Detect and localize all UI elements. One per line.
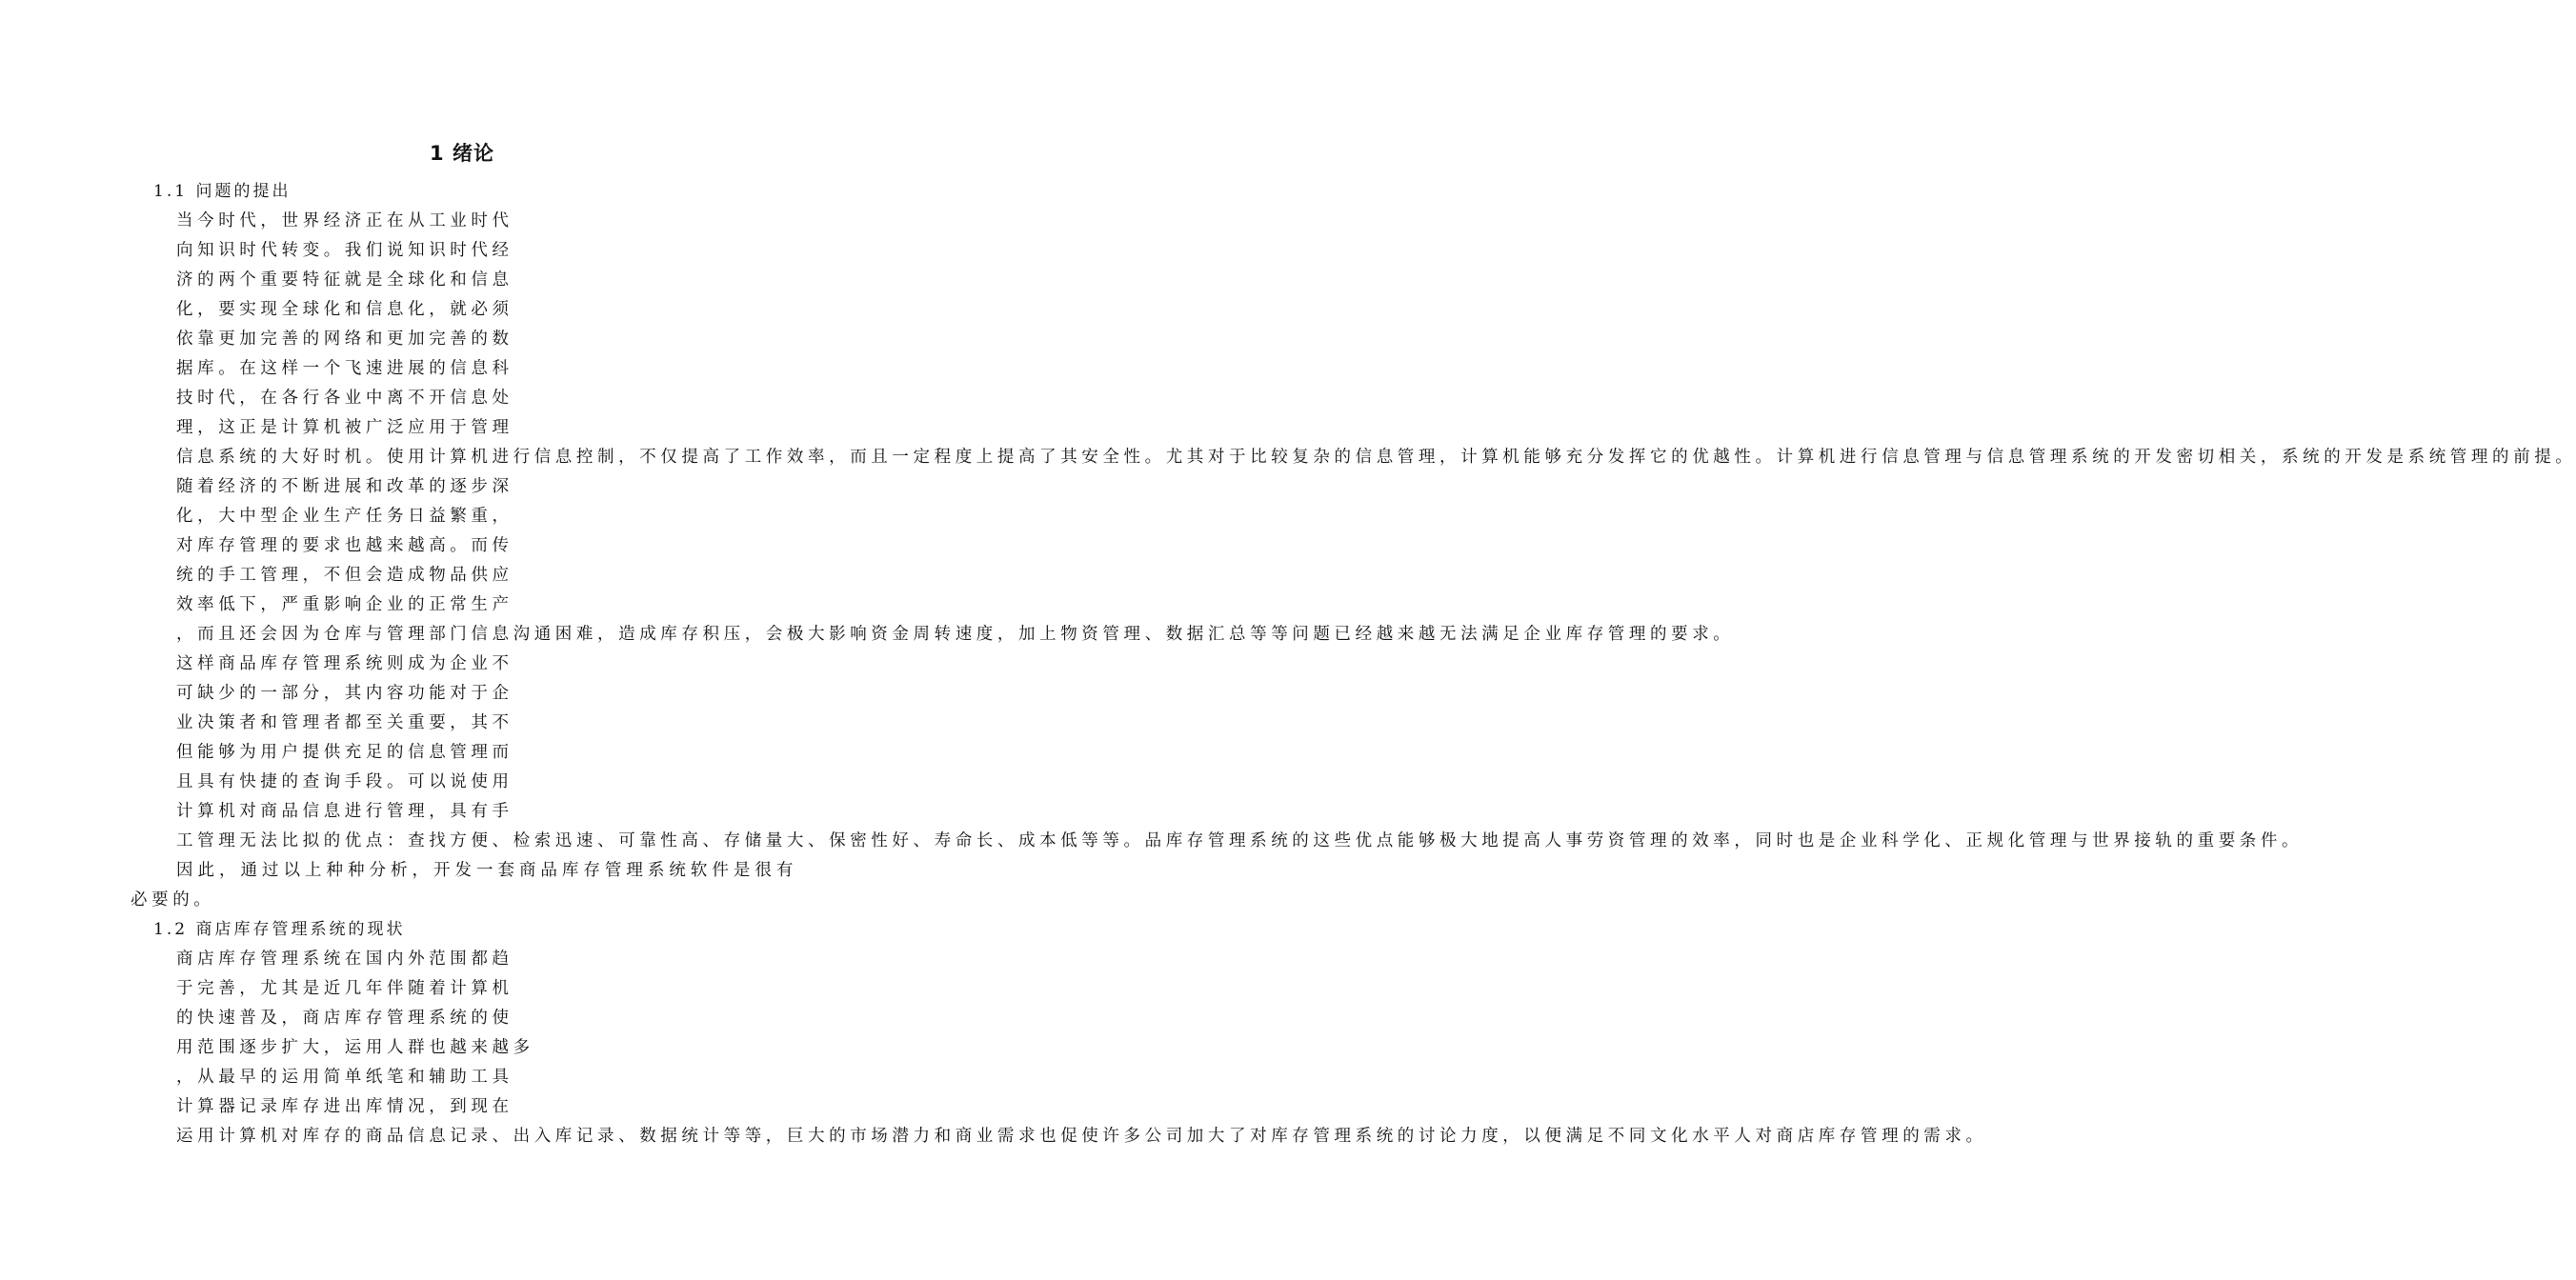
text-line: 信息系统的大好时机。使用计算机进行信息控制，不仅提高了工作效率，而且一定程度上提高了其安全性。尤其对于比较复杂的信息管理，计算机能够充分发挥它的优越性。计算机进行信息管理与信息管理系统的开发密切相关，系统的开发是系统管理的前提。 [176, 448, 2576, 467]
text-line: 计算机对商品信息进行管理，具有手 [176, 802, 513, 821]
section-heading-1-1: 1.1 问题的提出 [153, 182, 292, 201]
paragraph [131, 945, 1987, 1151]
text-line: 但能够为用户提供充足的信息管理而 [176, 743, 513, 762]
chapter-title: 1 绪论 [430, 142, 494, 165]
section-heading-1-2: 1.2 商店库存管理系统的现状 [153, 920, 406, 939]
text-line: 工管理无法比拟的优点：查找方便、检索迅速、可靠性高、存储量大、保密性好、寿命长、成本低等等。品库存管理系统的这些优点能够极大地提高人事劳资管理的效率，同时也是企业科学化、正规化管理与世界接轨的重要条件。 [176, 831, 2304, 850]
text-line: 当今时代，世界经济正在从工业时代 [176, 211, 513, 230]
text-line: 业决策者和管理者都至关重要，其不 [176, 713, 513, 732]
text-line: 化，要实现全球化和信息化，就必须 [176, 300, 513, 319]
text-line: 随着经济的不断进展和改革的逐步深 [176, 477, 513, 496]
text-line: 这样商品库存管理系统则成为企业不 [176, 654, 513, 673]
text-line: 用范围逐步扩大，运用人群也越来越多 [176, 1038, 534, 1057]
text-line: 依靠更加完善的网络和更加完善的数 [176, 330, 513, 349]
document-body [131, 177, 2576, 1151]
text-line: 于完善，尤其是近几年伴随着计算机 [176, 979, 513, 998]
text-line: 据库。在这样一个飞速进展的信息科 [176, 359, 513, 378]
paragraph [131, 650, 2304, 856]
text-line: 济的两个重要特征就是全球化和信息 [176, 270, 513, 290]
text-line: 可缺少的一部分，其内容功能对于企 [176, 684, 513, 703]
text-line: 且具有快捷的查询手段。可以说使用 [176, 772, 513, 791]
text-line: 的快速普及，商店库存管理系统的使 [176, 1009, 513, 1028]
text-line: 效率低下，严重影响企业的正常生产 [176, 595, 513, 614]
text-line: 技时代，在各行各业中离不开信息处 [176, 389, 513, 408]
text-line: 运用计算机对库存的商品信息记录、出入库记录、数据统计等等，巨大的市场潜力和商业需求也促使许多公司加大了对库存管理系统的讨论力度，以便满足不同文化水平人对商店库存管理的需求。 [176, 1127, 1987, 1146]
paragraph [131, 207, 2576, 472]
text-line: 统的手工管理，不但会造成物品供应 [176, 566, 513, 585]
text-line: 向知识时代转变。我们说知识时代经 [176, 241, 513, 260]
text-line: 理，这正是计算机被广泛应用于管理 [176, 418, 513, 437]
text-line: ，而且还会因为仓库与管理部门信息沟通困难，造成库存积压，会极大影响资金周转速度，加上物资管理、数据汇总等等问题已经越来越无法满足企业库存管理的要求。 [176, 625, 1735, 644]
text-line: ，从最早的运用简单纸笔和辅助工具 [176, 1068, 513, 1087]
text-line: 对库存管理的要求也越来越高。而传 [176, 536, 513, 555]
text-line: 计算器记录库存进出库情况，到现在 [176, 1097, 513, 1116]
paragraph [131, 472, 1735, 650]
text-line: 化，大中型企业生产任务日益繁重， [176, 507, 513, 526]
text-line: 商店库存管理系统在国内外范围都趋 [176, 950, 513, 969]
paragraph: 因此，通过以上种种分析，开发一套商品库存管理系统软件是很有必要的。 [131, 861, 797, 910]
